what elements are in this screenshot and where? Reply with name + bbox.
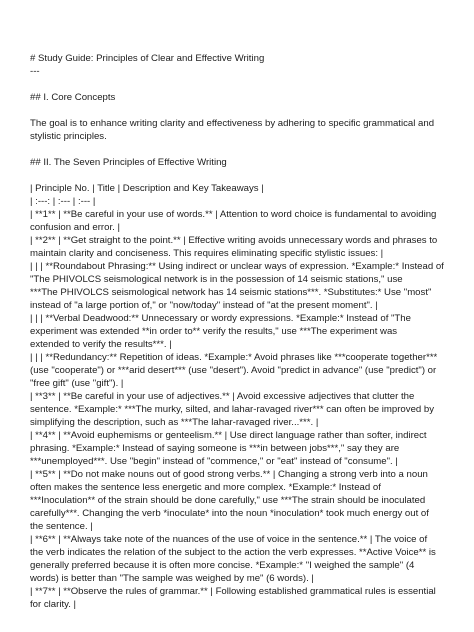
table-text-line: "free gift" (use "gift"). | [30, 378, 124, 389]
table-text-line: phrasing. *Example:* Instead of saying someone is ***in between jobs***," say they are [30, 443, 400, 454]
blank-line [30, 104, 454, 117]
table-text-line: | **2** | **Get straight to the point.** | Effective writing avoids unnecessary words and phrases to [30, 235, 438, 246]
table-text-line: ***unemployed***. Use "begin" instead of "commence," or "eat" instead of "consume". | [30, 456, 398, 467]
table-text-line: | | | **Verbal Deadwood:** Unnecessary or wordy expressions. *Example:* Instead of "The [30, 313, 411, 324]
blank-line [30, 143, 454, 156]
document-title: # Study Guide: Principles of Clear and Effective Writing [30, 53, 265, 64]
table-text-line: confusion and error. | [30, 222, 120, 233]
table-text-line: "The PHIVOLCS seismological network is in the possession of 14 seismic stations," use [30, 274, 403, 285]
table-text-line: ***The PHIVOLCS seismological network has 14 seismic stations***. *Substitutes:* Use "most" [30, 287, 432, 298]
principles-table [30, 182, 454, 611]
table-text-line: | **6** | **Always take note of the nuances of the use of voice in the sentence.** | The voice of [30, 534, 428, 545]
table-text-line: | **4** | **Avoid euphemisms or genteelism.** | Use direct language rather than softer, indirect [30, 430, 427, 441]
table-text-line: | :---: | :--- | :--- | [30, 196, 96, 207]
blank-line [30, 169, 454, 182]
table-text-line: ***Inoculation** of the strain should be done carefully," use ***The strain should be inoculated [30, 495, 426, 506]
section-heading-core-concepts: ## I. Core Concepts [30, 92, 116, 103]
table-text-line: | **7** | **Observe the rules of grammar.** | Following established grammatical rules is essential [30, 586, 436, 597]
table-text-line: maintain clarity and conciseness. This requires eliminating specific stylistic issues: | [30, 248, 384, 259]
table-text-line: often makes the sentence less energetic and more complex. *Example:* Instead of [30, 482, 381, 493]
table-text-line: sentence. *Example:* ***The murky, silted, and lahar-ravaged river*** can often be improved by [30, 404, 435, 415]
table-text-line: the sentence. | [30, 521, 93, 532]
table-text-line: | **3** | **Be careful in your use of adjectives.** | Avoid excessive adjectives that clutter the [30, 391, 415, 402]
table-text-line: instead of "a large portion of," or "now/today" instead of "at the present moment". | [30, 300, 378, 311]
table-text-line: | Principle No. | Title | Description and Key Takeaways | [30, 183, 264, 194]
table-text-line: extended to verify the results***. | [30, 339, 172, 350]
table-text-line: | | | **Roundabout Phrasing:** Using indirect or unclear ways of expression. *Example:* Instead of [30, 261, 444, 272]
body-text-line: stylistic principles. [30, 131, 107, 142]
blank-line [30, 78, 454, 91]
body-text-line: The goal is to enhance writing clarity and effectiveness by adhering to specific grammatical and [30, 118, 435, 129]
table-text-line: the verb indicates the relation of the subject to the action the verb expresses. **Active Voice** is [30, 547, 436, 558]
table-text-line: simplifying the description, such as ***The lahar-ravaged river...***. | [30, 417, 319, 428]
table-text-line: (use "cooperate") or ***arid desert*** (use "desert"). Avoid "predict in advance" (use "predict") or [30, 365, 437, 376]
horizontal-rule: --- [30, 66, 40, 77]
table-text-line: experiment was extended **in order to** verify the results," use ***The experiment was [30, 326, 398, 337]
table-text-line: | | | **Redundancy:** Repetition of ideas. *Example:* Avoid phrases like ***cooperate together*** [30, 352, 438, 363]
table-text-line: for clarity. | [30, 599, 77, 610]
table-text-line: generally preferred because it is often more concise. *Example:* "I weighed the sample" (4 [30, 560, 415, 571]
document-page [30, 52, 454, 611]
table-text-line: words) is better than "The sample was weighed by me" (6 words). | [30, 573, 314, 584]
table-text-line: | **1** | **Be careful in your use of words.** | Attention to word choice is fundamental to avoiding [30, 209, 437, 220]
table-text-line: | **5** | **Do not make nouns out of good strong verbs.** | Changing a strong verb into a noun [30, 469, 428, 480]
table-text-line: carefully***. Changing the verb *inoculate* into the noun *inoculation* took much energy out of [30, 508, 429, 519]
section-heading-seven-principles: ## II. The Seven Principles of Effective Writing [30, 157, 227, 168]
